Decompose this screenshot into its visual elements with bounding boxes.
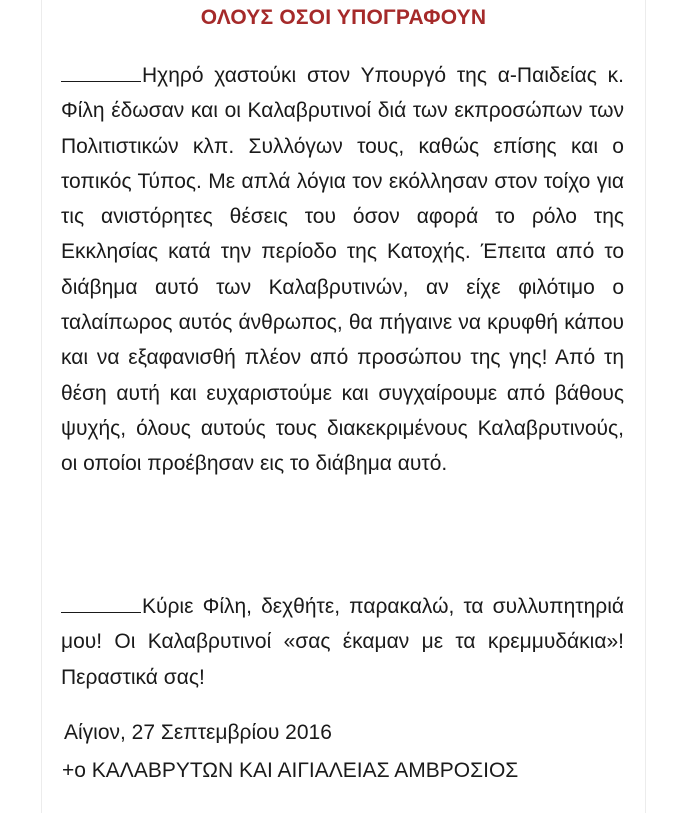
blank-line (61, 593, 141, 613)
article-title: ΟΛΟΥΣ ΟΣΟΙ ΥΠΟΓΡΑΦΟΥΝ (200, 6, 487, 29)
date-line: Αίγιον, 27 Σεπτεμβρίου 2016 (64, 721, 332, 744)
blank-line (61, 62, 141, 82)
article-paragraph-1 (61, 58, 624, 482)
paragraph-1-text: Ηχηρό χαστούκι στον Υπουργό της α-Παιδείας κ. Φίλη έδωσαν και οι Καλαβρυτινοί διά των εκπροσώπων των Πολιτιστικών κλπ. Συλλόγων τους, καθώς επίσης και ο τοπικός Τύπος. Με απλά λόγια τον εκόλλησαν στον τοίχο για τις ανιστόρητες θέσεις του όσον αφορά το ρόλο της Εκκλησίας κατά την περίοδο της Κατοχής. Έπειτα από το διάβημα αυτό των Καλαβρυτινών, αν είχε φιλότιμο ο ταλαίπωρος αυτός άνθρωπος, θα πήγαινε να κρυφθή κάπου και να εξαφανισθή πλέον από προσώπου της γης! Από τη θέση αυτή και ευχαριστούμε και συγχαίρουμε από βάθους ψυχής, όλους αυτούς τους διακεκριμένους Καλαβρυτινούς, οι οποίοι προέβησαν εις το διάβημα αυτό. (61, 64, 624, 476)
article-container (41, 0, 646, 813)
signature-line: +ο ΚΑΛΑΒΡΥΤΩΝ ΚΑΙ ΑΙΓΙΑΛΕΙΑΣ ΑΜΒΡΟΣΙΟΣ (62, 759, 519, 782)
article-paragraph-2 (61, 589, 624, 695)
paragraph-2-text: Κύριε Φίλη, δεχθήτε, παρακαλώ, τα συλλυπητηριά μου! Οι Καλαβρυτινοί «σας έκαμαν με τα κρεμμυδάκια»! Περαστικά σας! (61, 595, 624, 689)
